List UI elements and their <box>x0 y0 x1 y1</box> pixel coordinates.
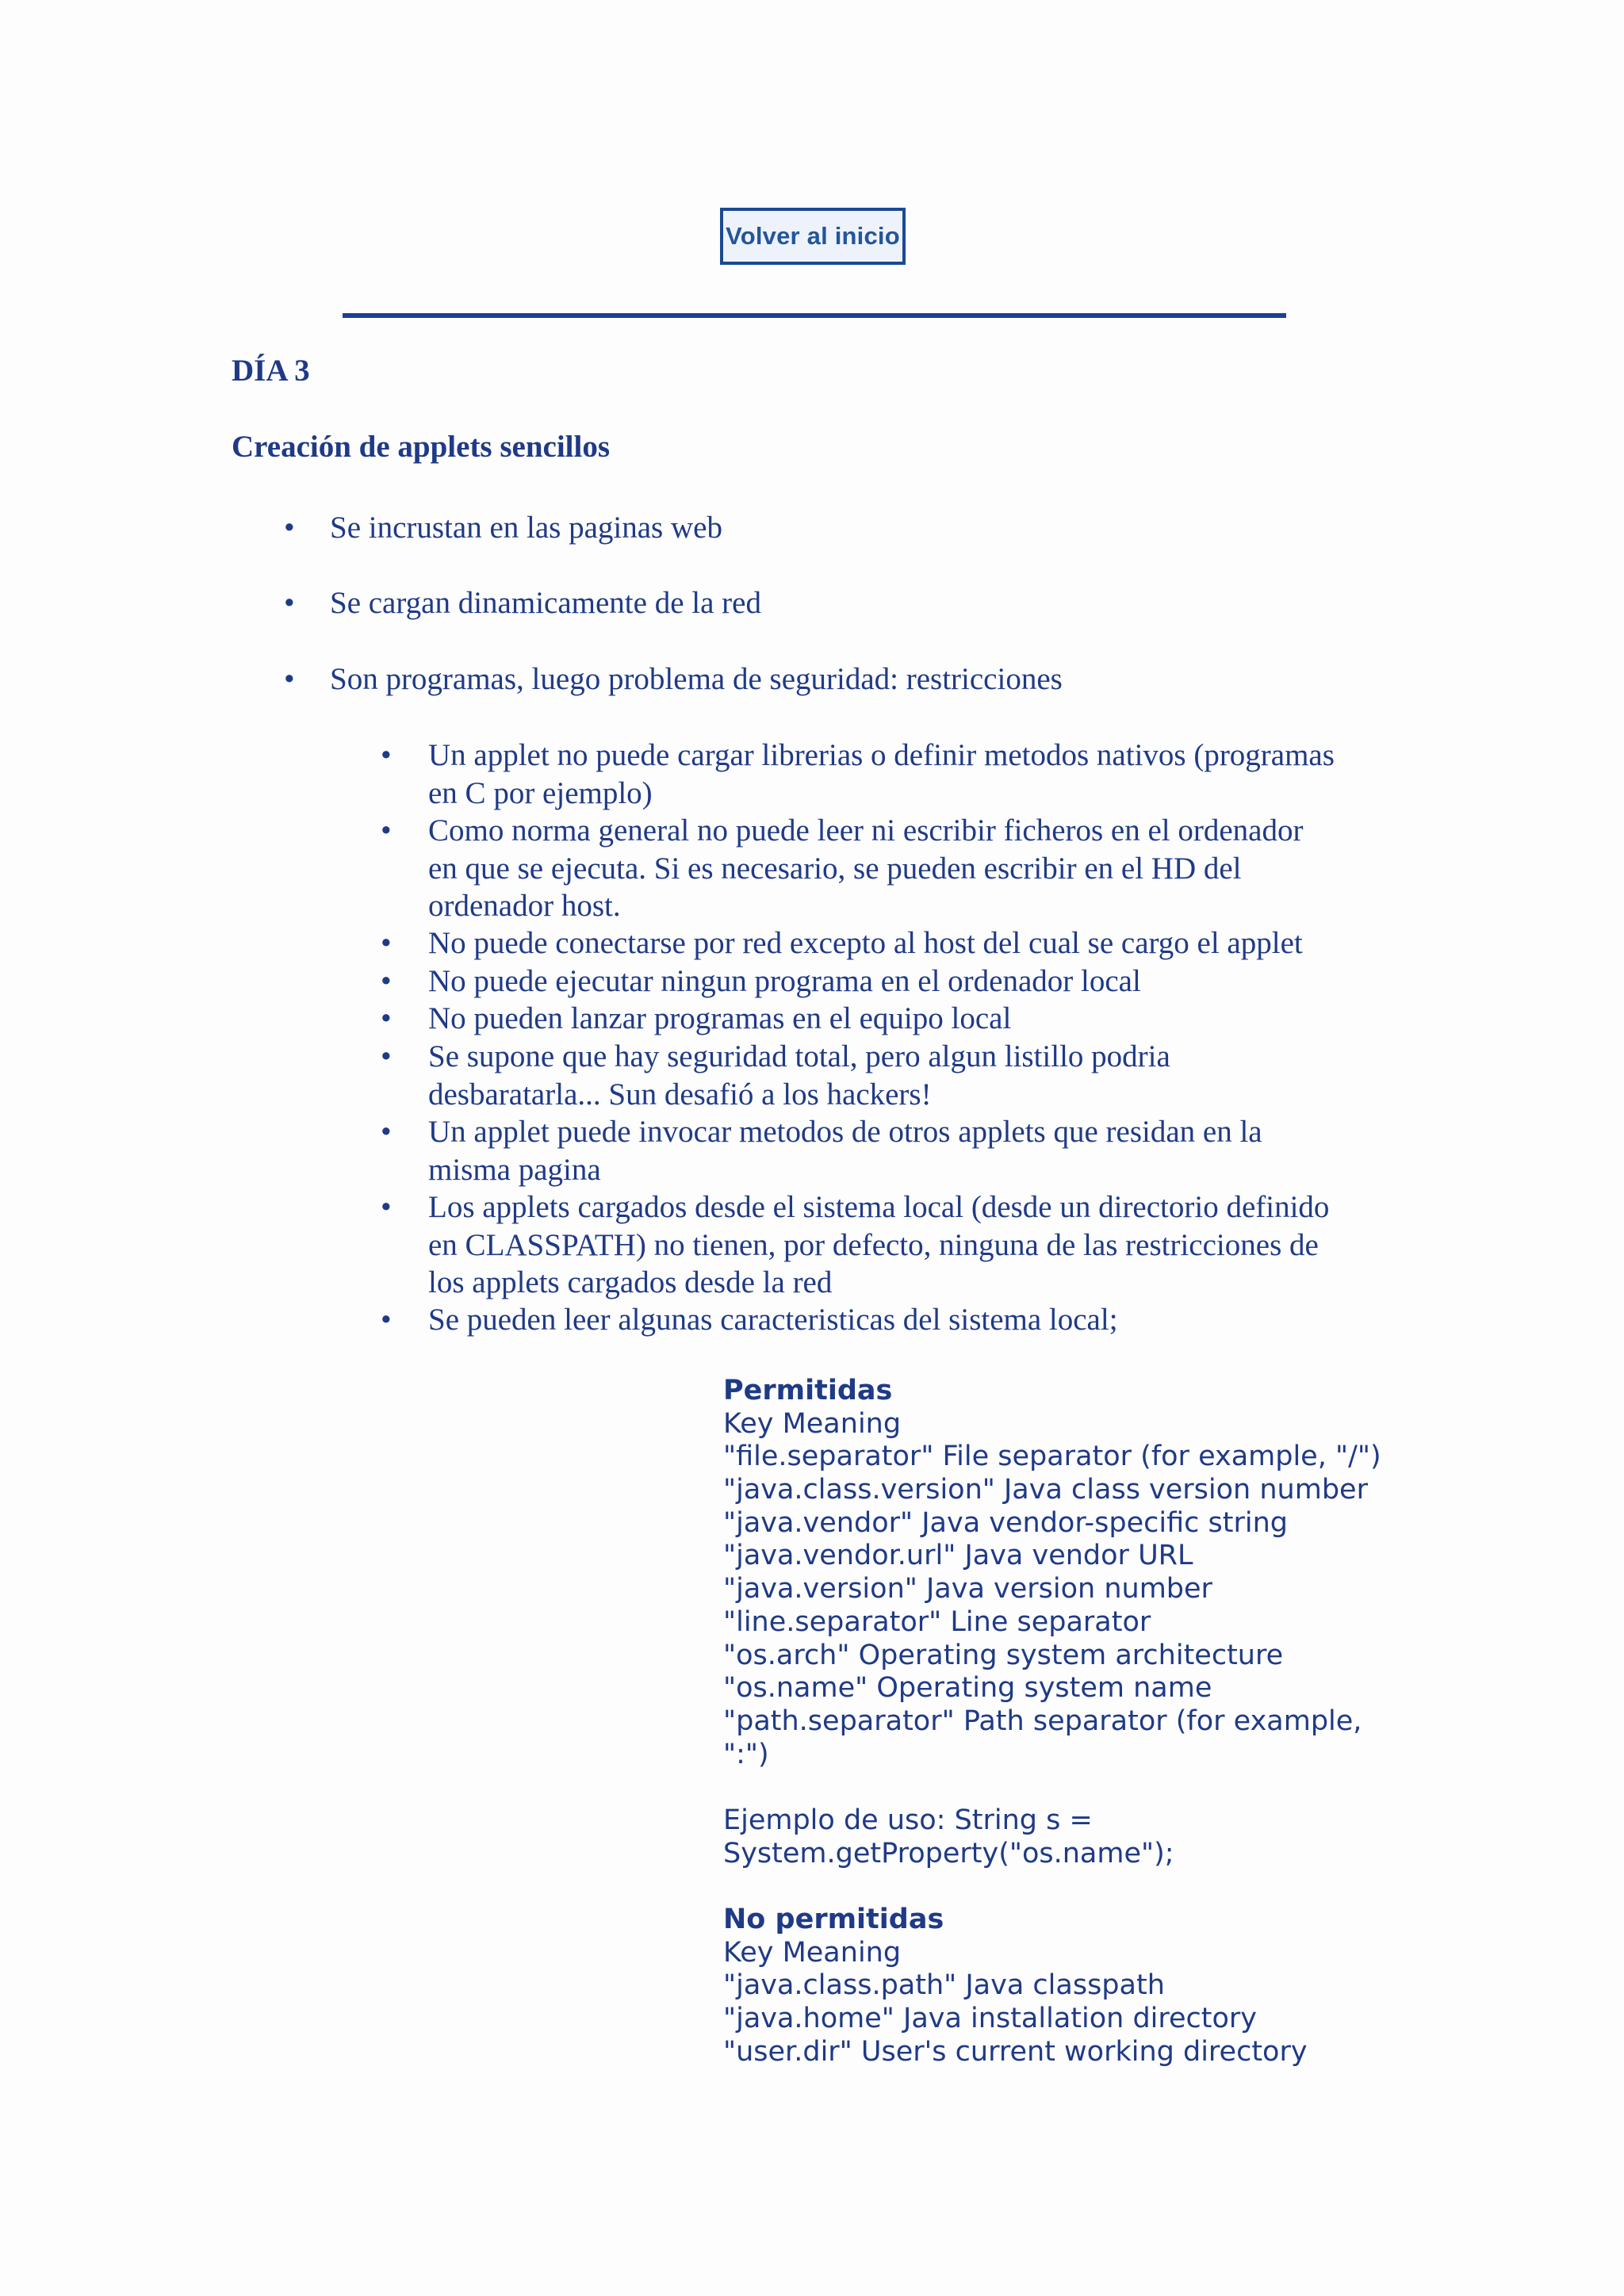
allowed-table-header: Key Meaning <box>723 1407 902 1440</box>
bullet-icon: • <box>381 1190 392 1224</box>
spacer <box>723 1870 1437 1904</box>
list-item-text: Un applet puede invocar metodos de otros applets que residan en la misma pagina <box>428 1115 1262 1187</box>
list-item-text: Se supone que hay seguridad total, pero algun listillo podria desbaratarla... Sun desafió a los hackers! <box>428 1039 1170 1112</box>
example-line: Ejemplo de uso: String s = <box>723 1804 1093 1836</box>
allowed-row: "path.separator" Path separator (for example, <box>723 1705 1362 1737</box>
horizontal-divider <box>343 313 1286 318</box>
bullet-icon: • <box>381 1039 392 1073</box>
list-item-text: Son programas, luego problema de seguridad: restricciones <box>330 662 1063 696</box>
bullet-icon: • <box>381 964 392 998</box>
list-item-text: No puede conectarse por red excepto al host del cual se cargo el applet <box>428 926 1303 960</box>
bullet-icon: • <box>381 1001 392 1035</box>
not-allowed-row: "java.class.path" Java classpath <box>723 1969 1165 2002</box>
not-allowed-row: "java.home" Java installation directory <box>723 2003 1258 2035</box>
bullet-icon: • <box>381 1303 392 1337</box>
list-item-text: Se pueden leer algunas caracteristicas del sistema local; <box>428 1303 1118 1337</box>
bullet-icon: • <box>284 586 295 620</box>
bullet-icon: • <box>284 511 295 545</box>
allowed-row: "java.class.version" Java class version number <box>723 1474 1368 1506</box>
spacer <box>723 1771 1437 1804</box>
not-allowed-title: No permitidas <box>723 1904 944 1935</box>
allowed-row: "file.separator" File separator (for example, "/") <box>723 1441 1381 1473</box>
allowed-row: ":") <box>723 1738 769 1770</box>
list-item-text: No puede ejecutar ningun programa en el ordenador local <box>428 964 1141 998</box>
bullet-icon: • <box>381 813 392 848</box>
list-item-text: No pueden lanzar programas en el equipo local <box>428 1001 1012 1035</box>
allowed-row: "os.arch" Operating system architecture <box>723 1639 1284 1671</box>
bullet-icon: • <box>381 926 392 960</box>
section-heading: Creación de applets sencillos <box>232 430 611 464</box>
allowed-row: "line.separator" Line separator <box>723 1605 1151 1638</box>
not-allowed-table-header: Key Meaning <box>723 1936 902 1969</box>
list-item-text: Como norma general no puede leer ni escribir ficheros en el ordenador en que se ejecuta. Si es necesario, se pueden escribir en el HD del ordenador host. <box>428 813 1304 923</box>
list-item-text: Un applet no puede cargar librerias o definir metodos nativos (programas en C por ejemplo) <box>428 738 1335 810</box>
allowed-row: "java.vendor" Java vendor-specific string <box>723 1506 1288 1539</box>
allowed-row: "os.name" Operating system name <box>723 1672 1212 1705</box>
example-line: System.getProperty("os.name"); <box>723 1837 1174 1869</box>
list-item-text: Los applets cargados desde el sistema local (desde un directorio definido en CLASSPATH) no tienen, por defecto, ninguna de las restricciones de los applets cargados desde la red <box>428 1190 1330 1299</box>
allowed-row: "java.version" Java version number <box>723 1573 1212 1605</box>
system-properties-block <box>723 1375 1437 2068</box>
back-to-start-button[interactable]: Volver al inicio <box>720 208 906 265</box>
allowed-title: Permitidas <box>723 1375 893 1406</box>
allowed-row: "java.vendor.url" Java vendor URL <box>723 1540 1193 1572</box>
day-heading: DÍA 3 <box>232 354 310 388</box>
list-item-text: Se incrustan en las paginas web <box>330 511 722 545</box>
bullet-icon: • <box>381 738 392 772</box>
not-allowed-row: "user.dir" User's current working directory <box>723 2035 1308 2068</box>
list-item-text: Se cargan dinamicamente de la red <box>330 586 761 620</box>
bullet-icon: • <box>284 662 295 696</box>
bullet-icon: • <box>381 1115 392 1149</box>
